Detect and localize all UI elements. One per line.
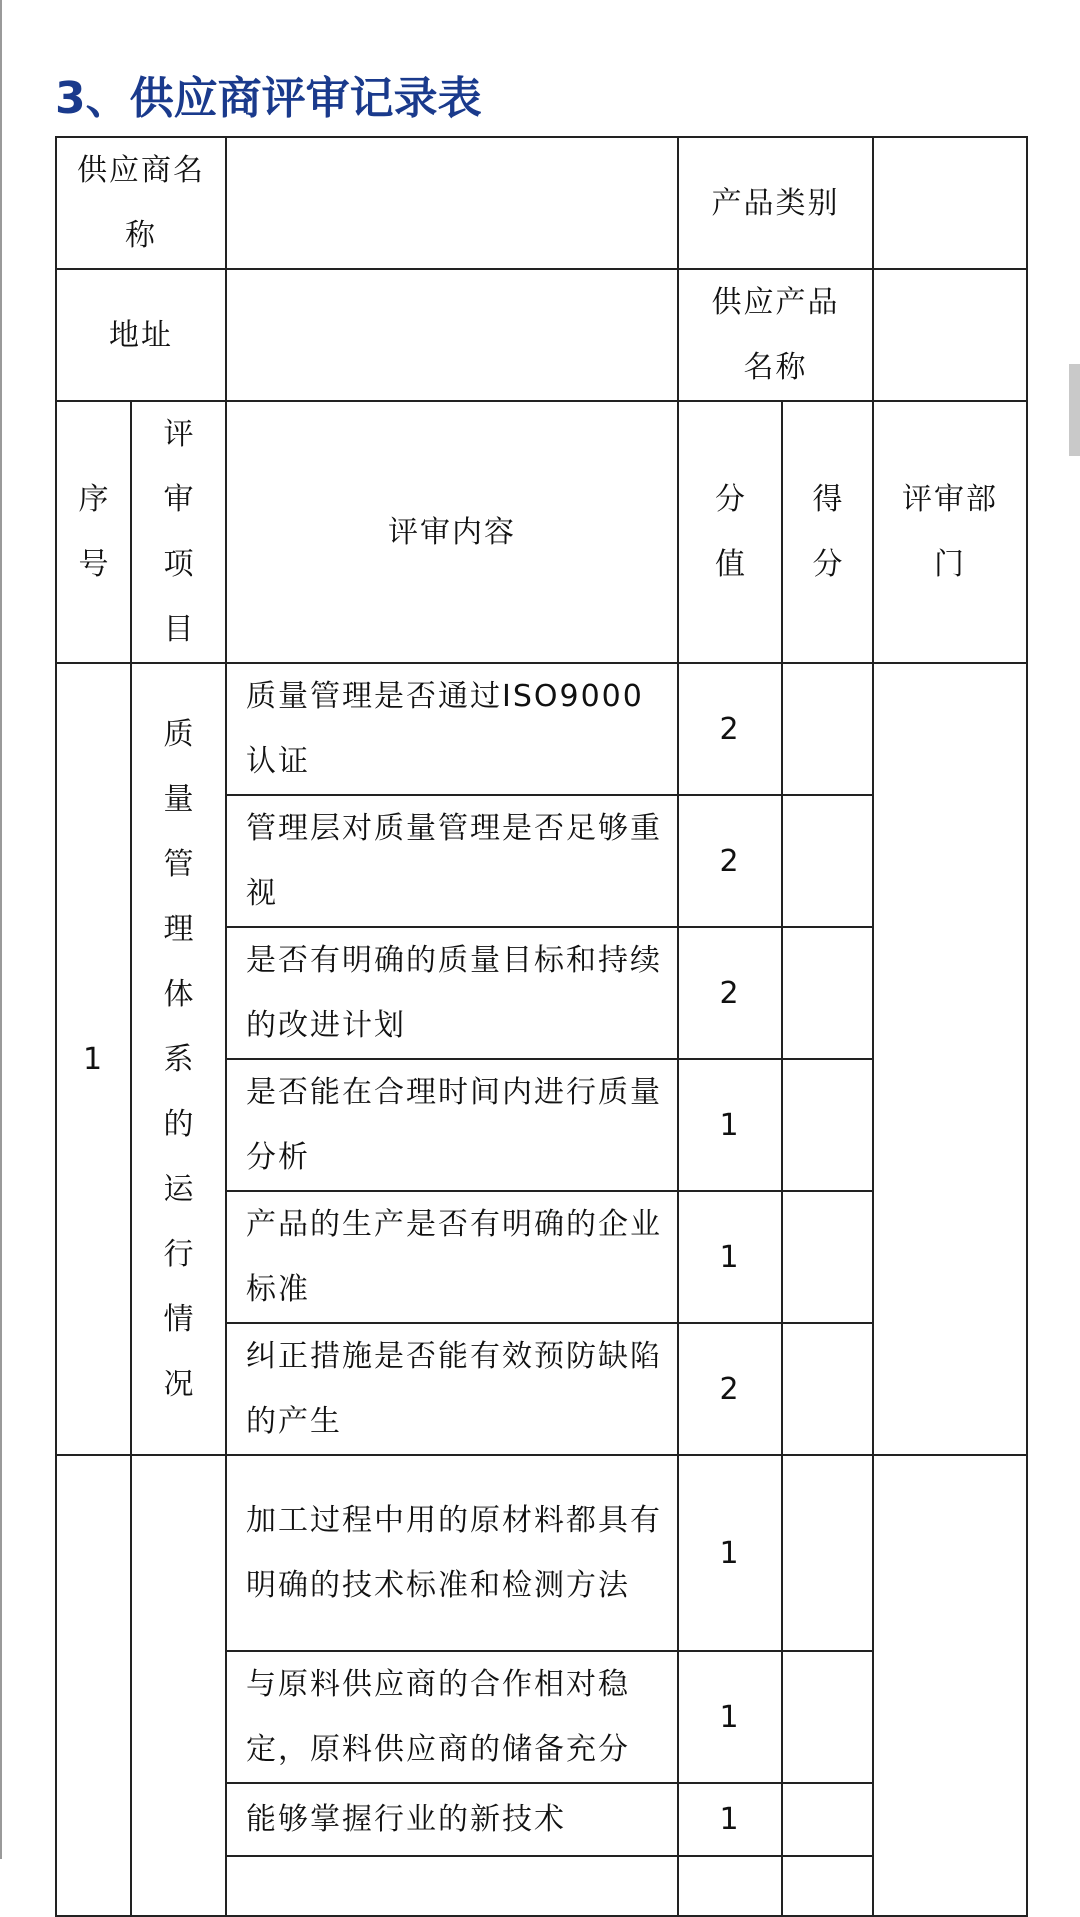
review-dept-cell [873, 663, 1027, 1455]
score-got-cell [782, 1856, 873, 1916]
score-got-cell [782, 1455, 873, 1651]
page-title: 3、供应商评审记录表 [55, 73, 482, 124]
score-value-cell: 1 [678, 1783, 782, 1856]
score-value-cell: 2 [678, 663, 782, 795]
score-got-cell [782, 663, 873, 795]
address-value-cell [226, 269, 678, 401]
product-category-label: 产品类别 [678, 137, 873, 269]
review-content-cell: 加工过程中用的原材料都具有明确的技术标准和检测方法 [226, 1455, 678, 1651]
header-score-value: 分值 [678, 401, 782, 663]
score-got-cell [782, 1191, 873, 1323]
review-content-cell: 能够掌握行业的新技术 [226, 1783, 678, 1856]
score-value-cell [678, 1856, 782, 1916]
group-item-cell: 质量管理体系的运行情况 [131, 663, 226, 1455]
supply-product-name-value-cell [873, 269, 1027, 401]
table-row [56, 1455, 1027, 1651]
group-item-cell [131, 1455, 226, 1916]
score-value-cell: 2 [678, 927, 782, 1059]
score-value-cell: 1 [678, 1455, 782, 1651]
supply-product-name-label: 供应产品名称 [678, 269, 873, 401]
address-row [56, 269, 1027, 401]
header-content: 评审内容 [226, 401, 678, 663]
score-got-cell [782, 1323, 873, 1455]
address-label: 地址 [56, 269, 226, 401]
supplier-name-row [56, 137, 1027, 269]
scrollbar-thumb[interactable] [1069, 364, 1080, 456]
header-seq: 序号 [56, 401, 131, 663]
product-category-value-cell [873, 137, 1027, 269]
review-content-cell: 是否有明确的质量目标和持续的改进计划 [226, 927, 678, 1059]
group-seq-cell [56, 1455, 131, 1916]
review-content-cell: 管理层对质量管理是否足够重视 [226, 795, 678, 927]
score-value-cell: 1 [678, 1651, 782, 1783]
score-got-cell [782, 927, 873, 1059]
header-row [56, 401, 1027, 663]
review-content-cell [226, 1856, 678, 1916]
left-window-edge [0, 0, 2, 1859]
score-got-cell [782, 1783, 873, 1856]
score-value-cell: 2 [678, 795, 782, 927]
score-got-cell [782, 1059, 873, 1191]
review-content-cell: 质量管理是否通过ISO9000认证 [226, 663, 678, 795]
score-got-cell [782, 795, 873, 927]
header-score-got: 得分 [782, 401, 873, 663]
supplier-name-value-cell [226, 137, 678, 269]
review-content-cell: 产品的生产是否有明确的企业标准 [226, 1191, 678, 1323]
supplier-review-table [55, 136, 1028, 1917]
header-item: 评审项目 [131, 401, 226, 663]
score-value-cell: 1 [678, 1059, 782, 1191]
table-row [56, 663, 1027, 795]
score-value-cell: 1 [678, 1191, 782, 1323]
header-dept: 评审部门 [873, 401, 1027, 663]
review-content-cell: 纠正措施是否能有效预防缺陷的产生 [226, 1323, 678, 1455]
supplier-name-label: 供应商名称 [56, 137, 226, 269]
group-seq-cell: 1 [56, 663, 131, 1455]
score-got-cell [782, 1651, 873, 1783]
review-content-cell: 与原料供应商的合作相对稳定，原料供应商的储备充分 [226, 1651, 678, 1783]
review-content-cell: 是否能在合理时间内进行质量分析 [226, 1059, 678, 1191]
review-dept-cell [873, 1455, 1027, 1916]
score-value-cell: 2 [678, 1323, 782, 1455]
